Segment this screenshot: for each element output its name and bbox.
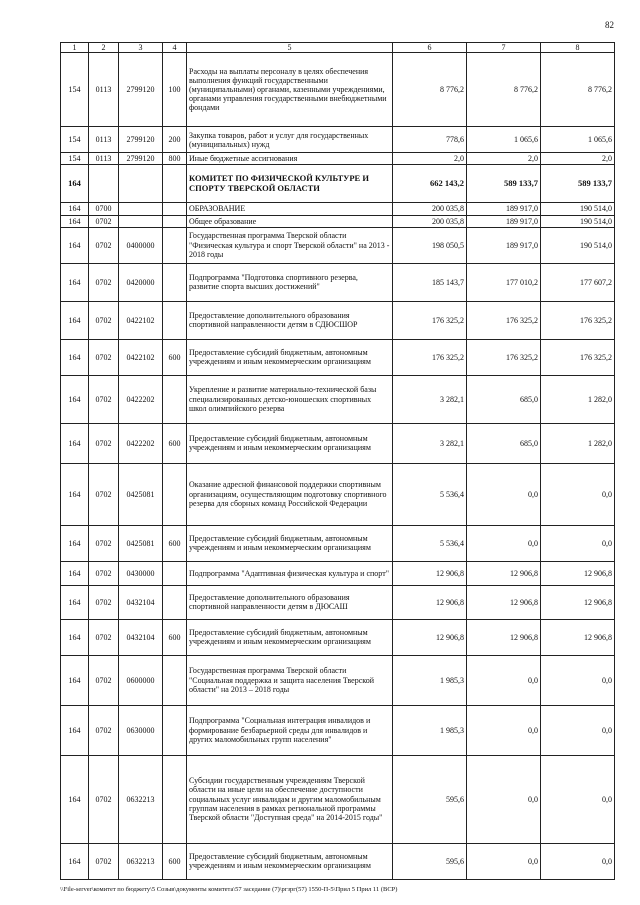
table-row [61, 525, 615, 561]
description-cell: Предоставление субсидий бюджетным, автономным учреждениям и иным некоммерческим организациям [187, 525, 393, 561]
target-article-cell: 0432104 [119, 585, 163, 619]
code-cell: 164 [61, 215, 89, 227]
expense-type-cell: 200 [163, 127, 187, 153]
code-cell: 164 [61, 375, 89, 423]
amount-cell: 0,0 [541, 463, 615, 525]
section-cell: 0702 [89, 375, 119, 423]
target-article-cell: 0422202 [119, 375, 163, 423]
description-cell: Общее образование [187, 215, 393, 227]
table-row [61, 339, 615, 375]
description-cell: Подпрограмма "Подготовка спортивного резерва, развитие спорта высших достижений" [187, 263, 393, 301]
header-cell: 7 [467, 43, 541, 53]
expense-type-cell [163, 203, 187, 215]
amount-cell: 2,0 [541, 153, 615, 165]
amount-cell: 12 906,8 [467, 561, 541, 585]
description-cell: Государственная программа Тверской области "Социальная поддержка и защита населения Тверской области" на 2013 – 2018 годы [187, 655, 393, 705]
code-cell: 154 [61, 127, 89, 153]
section-cell: 0113 [89, 127, 119, 153]
amount-cell: 200 035,8 [393, 215, 467, 227]
amount-cell: 176 325,2 [541, 301, 615, 339]
amount-cell: 2,0 [393, 153, 467, 165]
amount-cell: 176 325,2 [393, 339, 467, 375]
expense-type-cell: 600 [163, 423, 187, 463]
section-cell: 0702 [89, 655, 119, 705]
header-cell: 6 [393, 43, 467, 53]
expense-type-cell [163, 227, 187, 263]
description-cell: Субсидии государственным учреждениям Тверской области на иные цели на обеспечение доступности социальных услуг инвалидам и другим маломобильным группам населения в рамках региональной программы Тверской области "Доступная среда" на 2014-2015 годы" [187, 755, 393, 843]
target-article-cell: 0632213 [119, 755, 163, 843]
section-cell: 0702 [89, 463, 119, 525]
description-cell: Расходы на выплаты персоналу в целях обеспечения выполнения функций государственными (муниципальными) органами, казенными учреждениями, органами управления государственными внебюджетными фондами [187, 53, 393, 127]
description-cell: КОМИТЕТ ПО ФИЗИЧЕСКОЙ КУЛЬТУРЕ И СПОРТУ ТВЕРСКОЙ ОБЛАСТИ [187, 165, 393, 203]
expense-type-cell [163, 215, 187, 227]
table-row [61, 263, 615, 301]
section-cell: 0702 [89, 423, 119, 463]
target-article-cell: 2799120 [119, 153, 163, 165]
section-cell: 0702 [89, 585, 119, 619]
amount-cell: 0,0 [541, 843, 615, 879]
table-row [61, 203, 615, 215]
expense-type-cell [163, 375, 187, 423]
section-cell: 0113 [89, 53, 119, 127]
amount-cell: 12 906,8 [541, 585, 615, 619]
code-cell: 164 [61, 705, 89, 755]
header-cell: 2 [89, 43, 119, 53]
expense-type-cell [163, 585, 187, 619]
code-cell: 164 [61, 263, 89, 301]
amount-cell: 176 325,2 [467, 301, 541, 339]
target-article-cell: 0425081 [119, 525, 163, 561]
table-row [61, 301, 615, 339]
file-path-footer: \\File-server\комитет по бюджету\5 Созыв\документы комитета\57 заседание (7)\ргзрг(57) 1550-П-5\Прил 5 Прил 11 (ВСР) [60, 886, 398, 893]
expense-type-cell [163, 301, 187, 339]
amount-cell: 8 776,2 [393, 53, 467, 127]
target-article-cell [119, 215, 163, 227]
target-article-cell: 0630000 [119, 705, 163, 755]
table-row [61, 705, 615, 755]
amount-cell: 189 917,0 [467, 203, 541, 215]
expense-type-cell [163, 705, 187, 755]
description-cell: Закупка товаров, работ и услуг для государственных (муниципальных) нужд [187, 127, 393, 153]
code-cell: 164 [61, 203, 89, 215]
amount-cell: 12 906,8 [393, 561, 467, 585]
table-row [61, 153, 615, 165]
amount-cell: 189 917,0 [467, 227, 541, 263]
target-article-cell [119, 165, 163, 203]
expense-type-cell: 600 [163, 619, 187, 655]
section-cell: 0702 [89, 525, 119, 561]
amount-cell: 190 514,0 [541, 203, 615, 215]
expense-type-cell: 600 [163, 843, 187, 879]
section-cell: 0702 [89, 705, 119, 755]
expense-type-cell [163, 165, 187, 203]
table-row [61, 165, 615, 203]
amount-cell: 0,0 [467, 525, 541, 561]
amount-cell: 190 514,0 [541, 215, 615, 227]
table-row [61, 375, 615, 423]
table-row [61, 127, 615, 153]
target-article-cell [119, 203, 163, 215]
table-row [61, 215, 615, 227]
expense-type-cell [163, 655, 187, 705]
amount-cell: 3 282,1 [393, 423, 467, 463]
expense-type-cell [163, 463, 187, 525]
amount-cell: 8 776,2 [467, 53, 541, 127]
expense-type-cell [163, 263, 187, 301]
description-cell: Предоставление субсидий бюджетным, автономным учреждениям и иным некоммерческим организациям [187, 339, 393, 375]
expense-type-cell [163, 561, 187, 585]
description-cell: Предоставление субсидий бюджетным, автономным учреждениям и иным некоммерческим организациям [187, 843, 393, 879]
budget-table [60, 42, 615, 880]
amount-cell: 190 514,0 [541, 227, 615, 263]
amount-cell: 176 325,2 [467, 339, 541, 375]
section-cell: 0702 [89, 619, 119, 655]
target-article-cell: 0420000 [119, 263, 163, 301]
description-cell: Иные бюджетные ассигнования [187, 153, 393, 165]
code-cell: 164 [61, 423, 89, 463]
expense-type-cell [163, 755, 187, 843]
target-article-cell: 0425081 [119, 463, 163, 525]
code-cell: 164 [61, 165, 89, 203]
header-cell: 3 [119, 43, 163, 53]
header-cell: 8 [541, 43, 615, 53]
amount-cell: 778,6 [393, 127, 467, 153]
amount-cell: 0,0 [467, 843, 541, 879]
header-cell: 4 [163, 43, 187, 53]
amount-cell: 595,6 [393, 755, 467, 843]
code-cell: 154 [61, 153, 89, 165]
section-cell: 0702 [89, 561, 119, 585]
amount-cell: 595,6 [393, 843, 467, 879]
expense-type-cell: 600 [163, 525, 187, 561]
code-cell: 164 [61, 525, 89, 561]
description-cell: Предоставление дополнительного образования спортивной направленности детям в ДЮСАШ [187, 585, 393, 619]
table-row [61, 655, 615, 705]
section-cell: 0702 [89, 215, 119, 227]
description-cell: Предоставление дополнительного образования спортивной направленности детям в СДЮСШОР [187, 301, 393, 339]
amount-cell: 5 536,4 [393, 525, 467, 561]
amount-cell: 5 536,4 [393, 463, 467, 525]
amount-cell: 1 282,0 [541, 375, 615, 423]
table-row [61, 843, 615, 879]
table-row [61, 423, 615, 463]
table-row [61, 463, 615, 525]
page-number: 82 [605, 20, 614, 30]
description-cell: Государственная программа Тверской области "Физическая культура и спорт Тверской области" на 2013 - 2018 годы [187, 227, 393, 263]
target-article-cell: 2799120 [119, 53, 163, 127]
amount-cell: 12 906,8 [541, 561, 615, 585]
table-row [61, 585, 615, 619]
amount-cell: 177 607,2 [541, 263, 615, 301]
target-article-cell: 0422102 [119, 301, 163, 339]
amount-cell: 685,0 [467, 375, 541, 423]
section-cell: 0702 [89, 301, 119, 339]
target-article-cell: 0422102 [119, 339, 163, 375]
amount-cell: 177 010,2 [467, 263, 541, 301]
amount-cell: 0,0 [541, 755, 615, 843]
code-cell: 164 [61, 619, 89, 655]
code-cell: 164 [61, 339, 89, 375]
section-cell: 0702 [89, 843, 119, 879]
amount-cell: 0,0 [541, 705, 615, 755]
amount-cell: 1 985,3 [393, 705, 467, 755]
amount-cell: 0,0 [467, 705, 541, 755]
code-cell: 164 [61, 655, 89, 705]
code-cell: 164 [61, 301, 89, 339]
target-article-cell: 0600000 [119, 655, 163, 705]
table-row [61, 227, 615, 263]
expense-type-cell: 800 [163, 153, 187, 165]
section-cell: 0702 [89, 755, 119, 843]
amount-cell: 0,0 [467, 755, 541, 843]
section-cell: 0702 [89, 263, 119, 301]
target-article-cell: 0430000 [119, 561, 163, 585]
description-cell: Предоставление субсидий бюджетным, автономным учреждениям и иным некоммерческим организациям [187, 619, 393, 655]
code-cell: 164 [61, 561, 89, 585]
amount-cell: 200 035,8 [393, 203, 467, 215]
code-cell: 164 [61, 463, 89, 525]
amount-cell: 198 050,5 [393, 227, 467, 263]
amount-cell: 662 143,2 [393, 165, 467, 203]
description-cell: Подпрограмма "Социальная интеграция инвалидов и формирование безбарьерной среды для инвалидов и других маломобильных групп населения" [187, 705, 393, 755]
code-cell: 164 [61, 227, 89, 263]
code-cell: 164 [61, 843, 89, 879]
table-row [61, 755, 615, 843]
amount-cell: 0,0 [541, 525, 615, 561]
section-cell: 0702 [89, 339, 119, 375]
table-row [61, 53, 615, 127]
amount-cell: 3 282,1 [393, 375, 467, 423]
header-row [61, 43, 615, 53]
amount-cell: 685,0 [467, 423, 541, 463]
amount-cell: 176 325,2 [541, 339, 615, 375]
description-cell: Подпрограмма "Адаптивная физическая культура и спорт" [187, 561, 393, 585]
amount-cell: 0,0 [467, 463, 541, 525]
amount-cell: 12 906,8 [393, 585, 467, 619]
section-cell: 0113 [89, 153, 119, 165]
amount-cell: 12 906,8 [467, 619, 541, 655]
amount-cell: 1 985,3 [393, 655, 467, 705]
table-row [61, 561, 615, 585]
header-cell: 5 [187, 43, 393, 53]
code-cell: 164 [61, 585, 89, 619]
target-article-cell: 0400000 [119, 227, 163, 263]
amount-cell: 0,0 [467, 655, 541, 705]
expense-type-cell: 600 [163, 339, 187, 375]
amount-cell: 189 917,0 [467, 215, 541, 227]
section-cell: 0702 [89, 227, 119, 263]
amount-cell: 12 906,8 [467, 585, 541, 619]
code-cell: 164 [61, 755, 89, 843]
target-article-cell: 0422202 [119, 423, 163, 463]
target-article-cell: 0432104 [119, 619, 163, 655]
table-row [61, 619, 615, 655]
amount-cell: 589 133,7 [467, 165, 541, 203]
amount-cell: 1 065,6 [541, 127, 615, 153]
amount-cell: 12 906,8 [541, 619, 615, 655]
section-cell: 0700 [89, 203, 119, 215]
section-cell [89, 165, 119, 203]
description-cell: ОБРАЗОВАНИЕ [187, 203, 393, 215]
description-cell: Оказание адресной финансовой поддержки спортивным организациям, осуществляющим подготовку спортивного резерва для сборных команд Российской Федерации [187, 463, 393, 525]
amount-cell: 1 282,0 [541, 423, 615, 463]
amount-cell: 8 776,2 [541, 53, 615, 127]
amount-cell: 176 325,2 [393, 301, 467, 339]
description-cell: Предоставление субсидий бюджетным, автономным учреждениям и иным некоммерческим организациям [187, 423, 393, 463]
amount-cell: 185 143,7 [393, 263, 467, 301]
description-cell: Укрепление и развитие материально-технической базы специализированных детско-юношеских спортивных школ олимпийского резерва [187, 375, 393, 423]
amount-cell: 0,0 [541, 655, 615, 705]
amount-cell: 2,0 [467, 153, 541, 165]
target-article-cell: 0632213 [119, 843, 163, 879]
header-cell: 1 [61, 43, 89, 53]
amount-cell: 12 906,8 [393, 619, 467, 655]
expense-type-cell: 100 [163, 53, 187, 127]
target-article-cell: 2799120 [119, 127, 163, 153]
amount-cell: 589 133,7 [541, 165, 615, 203]
amount-cell: 1 065,6 [467, 127, 541, 153]
code-cell: 154 [61, 53, 89, 127]
